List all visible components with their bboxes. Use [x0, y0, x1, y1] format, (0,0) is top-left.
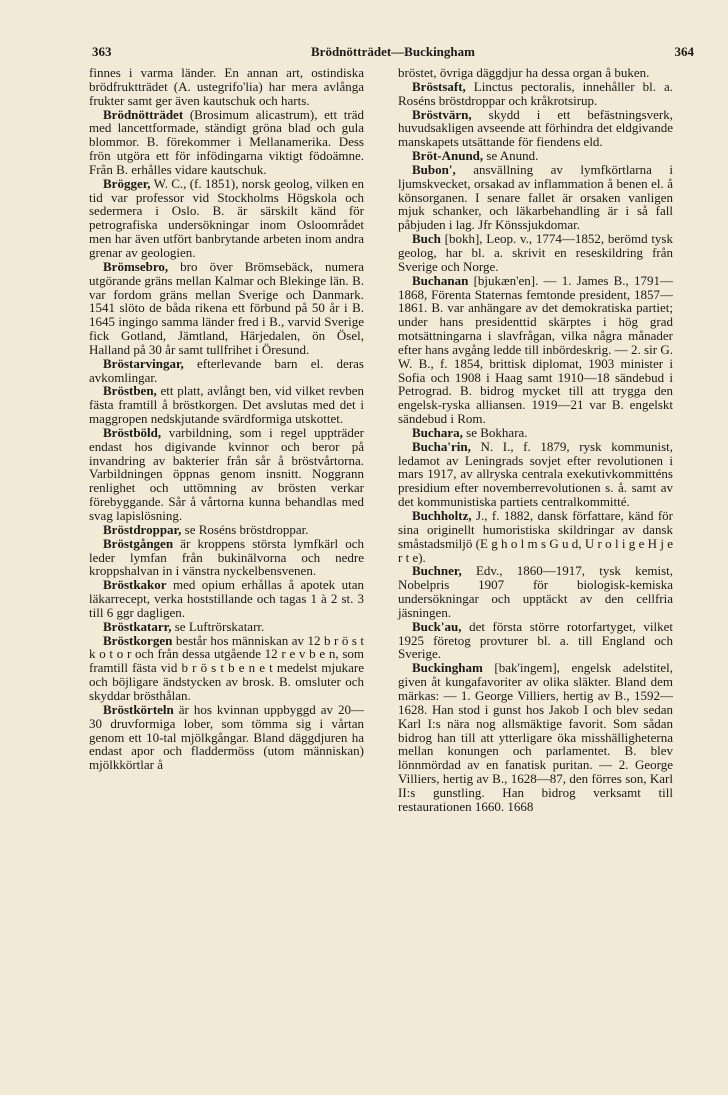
entry-headword: Bröstarvingar,: [103, 355, 184, 371]
entry: [398, 80, 673, 108]
entry-text: se Anund.: [483, 148, 539, 164]
entry-continuation: bröstet, övriga däggdjur ha dessa organ å buken.: [398, 65, 650, 80]
entry-text: består hos människan av 12 b r ö s t k o t o r och från dessa utgående 12 r e v b e n, som framtill fästa vid b r ö s t b e n e t medelst mjukare och böjligare ändstycken av brosk. B. omsluter och skyddar brösthålan.: [89, 632, 364, 703]
entry-headword: Bröt-Anund,: [412, 148, 484, 164]
entry: [89, 634, 364, 703]
entry-headword: Buck'au,: [412, 618, 462, 634]
entry-headword: Bröstgången: [103, 535, 174, 551]
entry-text: N. I., f. 1879, rysk kommunist, ledamot av Leningrads sovjet efter revolutionen i mars 1917, av allryska centrala exekutivkommitténs presidium efter novemberrevolutionen s. å. samt av det kommunistiska partiets centralkommitté.: [398, 438, 673, 510]
entry: [398, 232, 673, 274]
running-title: Brödnötträdet—Buckingham: [311, 44, 475, 59]
page-header: [92, 44, 694, 60]
entry-headword: Bröstkörteln: [103, 701, 174, 717]
entry: [398, 163, 673, 232]
entry: [89, 620, 364, 634]
entry-headword: Bröstdroppar,: [103, 521, 182, 537]
entry-headword: Bröstkorgen: [103, 632, 173, 648]
entry-text: med opium erhållas å apotek utan läkarrecept, verka hoststillande och tagas 1 à 2 st. 3 till 6 ggr dagligen.: [89, 577, 364, 620]
entry: [398, 440, 673, 509]
left-column: [89, 66, 364, 772]
entry-headword: Brögger,: [103, 175, 151, 191]
entry-text: ett platt, avlångt ben, vid vilket revben fästa framtill å bröstkorgen. Det avslutas med det i maggropen nedskjutande svärdformiga utskottet.: [89, 383, 364, 427]
entry: [89, 384, 364, 426]
entry-text: se Bokhara.: [462, 424, 528, 440]
entry: [89, 537, 364, 579]
entry: [89, 703, 364, 772]
entry-text: är hos kvinnan uppbyggd av 20—30 druvformiga lober, som tömma sig i vårtan genom ett 10-tal mjölkgångar. Bland däggdjuren ha endast apor och fladdermöss (utom människan) mjölkkörtlar å: [89, 701, 364, 773]
entry-text: skydd i ett befästningsverk, huvudsakligen avseende att förhindra det eldgivande manskapets utsättande för fiendens eld.: [398, 106, 673, 150]
entry-text: bro över Brömsebäck, numera utgörande gräns mellan Kalmar och Blekinge län. B. var fordom gräns mellan Sverige och Danmark. 1541 slöto de båda rikena ett förbund på 50 år i B. 1645 ingingo samma länder fred i B., varvid Sverige fick Gotland, Jämtland, Härjedalen, ön Ösel, Halland på 30 år samt tullfrihet i Öresund.: [89, 258, 364, 357]
entry: [89, 260, 364, 357]
entry-text: J., f. 1882, dansk författare, känd för sina originellt humoristiska skildringar av dansk småstadsmiljö (E g h o l m s G u d, U r o l i g e H j e r t e).: [398, 508, 673, 565]
right-column: [398, 66, 673, 814]
entry-headword: Bröstvärn,: [412, 106, 472, 122]
entry-text: W. C., (f. 1851), norsk geolog, vilken en tid var professor vid Stockholms Högskola och sedermera i Oslo. B. är särskilt känd för petrografiska undersökningar inom Osloområdet men har även utfört banbrytande arbeten inom andra grenar av geologien.: [89, 175, 364, 260]
entry-headword: Bröstsaft,: [412, 78, 466, 94]
entry: [89, 177, 364, 260]
entry-headword: Bröstkatarr,: [103, 618, 172, 634]
entry-text: se Roséns bröstdroppar.: [181, 521, 309, 537]
entry-headword: Buchanan: [412, 272, 469, 288]
entry-headword: Bucha'rin,: [412, 438, 471, 454]
entry: [398, 661, 673, 813]
entry-text: efterlevande barn el. deras avkomlingar.: [89, 355, 364, 385]
entry: [89, 357, 364, 385]
entry-headword: Bröstben,: [103, 383, 157, 399]
entry: [398, 149, 673, 163]
entry-text: [bjukæn'en]. — 1. James B., 1791—1868, Förenta Staternas femtonde president, 1857—1861. B. var anhängare av det demokratiska partiet; under hans presidenttid skärptes i hög grad motsättningarna i slavfrågan, vilka några månader efter hans avgång ledde till inbördeskrig. — 2. sir G. W. B., f. 1854, brittisk diplomat, 1903 minister i Sofia och 1908 i Haag samt 1910—18 sändebud i Petrograd. B. bidrog mycket till att trygga den engelsk-ryska alliansen. 1919—21 var B. engelskt sändebud i Rom.: [398, 272, 673, 427]
entry: [398, 108, 673, 150]
entry-headword: Bröstböld,: [103, 424, 162, 440]
entry-text: se Luftrörskatarr.: [171, 618, 265, 634]
entry-text: det första större rotorfartyget, vilket 1925 företog provturer bl. a. till England och Sverige.: [398, 618, 673, 662]
entry: [89, 108, 364, 177]
right-page-number: 364: [674, 44, 694, 59]
entry-text: [bokh], Leop. v., 1774—1852, berömd tysk geolog, har bl. a. skrivit en reseskildring från Sverige och Norge.: [398, 231, 673, 274]
entry: [398, 274, 673, 426]
entry-headword: Buckingham: [412, 660, 483, 676]
entry-continuation: finnes i varma länder. En annan art, ostindiska brödfruktträdet (A. ustegrifo'lia) har mera avlånga frukter samt ger även kautschuk och harts.: [89, 65, 364, 108]
entry-text: (Brosimum alicastrum), ett träd med lancettformade, ständigt gröna blad och gula blommor. B. förekommer i Mellanamerika. Dess frön utgöra ett för infödingarna viktigt födoämne. Från B. erhålles vidare kautschuk.: [89, 106, 364, 177]
entry: [398, 426, 673, 440]
entry-headword: Bubon',: [412, 161, 456, 177]
entry: [89, 523, 364, 537]
entry-headword: Buch: [412, 231, 441, 247]
left-page-number: 363: [92, 44, 112, 59]
entry-text: Linctus pectoralis, innehåller bl. a. Roséns bröstdroppar och kråkrotsirup.: [398, 78, 673, 108]
entry: [89, 578, 364, 620]
entry-text: ansvällning av lymfkörtlarna i ljumskvecket, orsakad av inflammation å benen el. å könsorganen. I senare fallet är orsaken vanligen mjuk schanker, och läkarbehandling är i så fall påbjuden i lag. Jfr Könssjukdomar.: [398, 161, 673, 233]
entry-headword: Brödnötträdet: [103, 106, 184, 122]
entry-text: varbildning, som i regel uppträder endast hos digivande kvinnor och beror på invandring av bakterier från sår å bröstvårtorna. Varbildningen öppnas genom insnitt. Noggrann renlighet och uttömning av brösten verkar förebyggande. Sår å vårtorna kunna behandlas med svag lapislösning.: [89, 424, 364, 523]
entry: [398, 564, 673, 619]
entry-headword: Buchner,: [412, 563, 462, 579]
entry: [398, 620, 673, 662]
entry-headword: Bröstkakor: [103, 577, 167, 593]
entry-text: [bak'ingem], engelsk adelstitel, given åt kungafavoriter av olika släkter. Bland dem märkas: — 1. George Villiers, hertig av B., 1592—1628. Han stod i gunst hos Jakob I och blev sedan Karl I:s nära nog allsmäktige favorit. Som sådan bidrog han till att ytterligare öka misshälligheterna mellan konungen och parlamentet. B. blev lönnmördad av en fanatisk puritan. — 2. George Villiers, hertig av B., 1628—87, den förres son, Karl II:s gunstling. Han bidrog verksamt till restaurationen 1660. 1668: [398, 660, 673, 814]
entry: [398, 509, 673, 564]
entry-text: Edv., 1860—1917, tysk kemist, Nobelpris 1907 för biologisk-kemiska undersökningar och upptäckt av den cellfria jäsningen.: [398, 563, 673, 620]
entry-headword: Brömsebro,: [103, 258, 169, 274]
entry-headword: Buchara,: [412, 424, 463, 440]
entry-headword: Buchholtz,: [412, 508, 472, 523]
entry: [89, 426, 364, 523]
entry-text: är kroppens största lymfkärl och leder lymfan från bukinälvorna och nedre kroppshalvan in i vänstra nyckelbensvenen.: [89, 535, 364, 579]
